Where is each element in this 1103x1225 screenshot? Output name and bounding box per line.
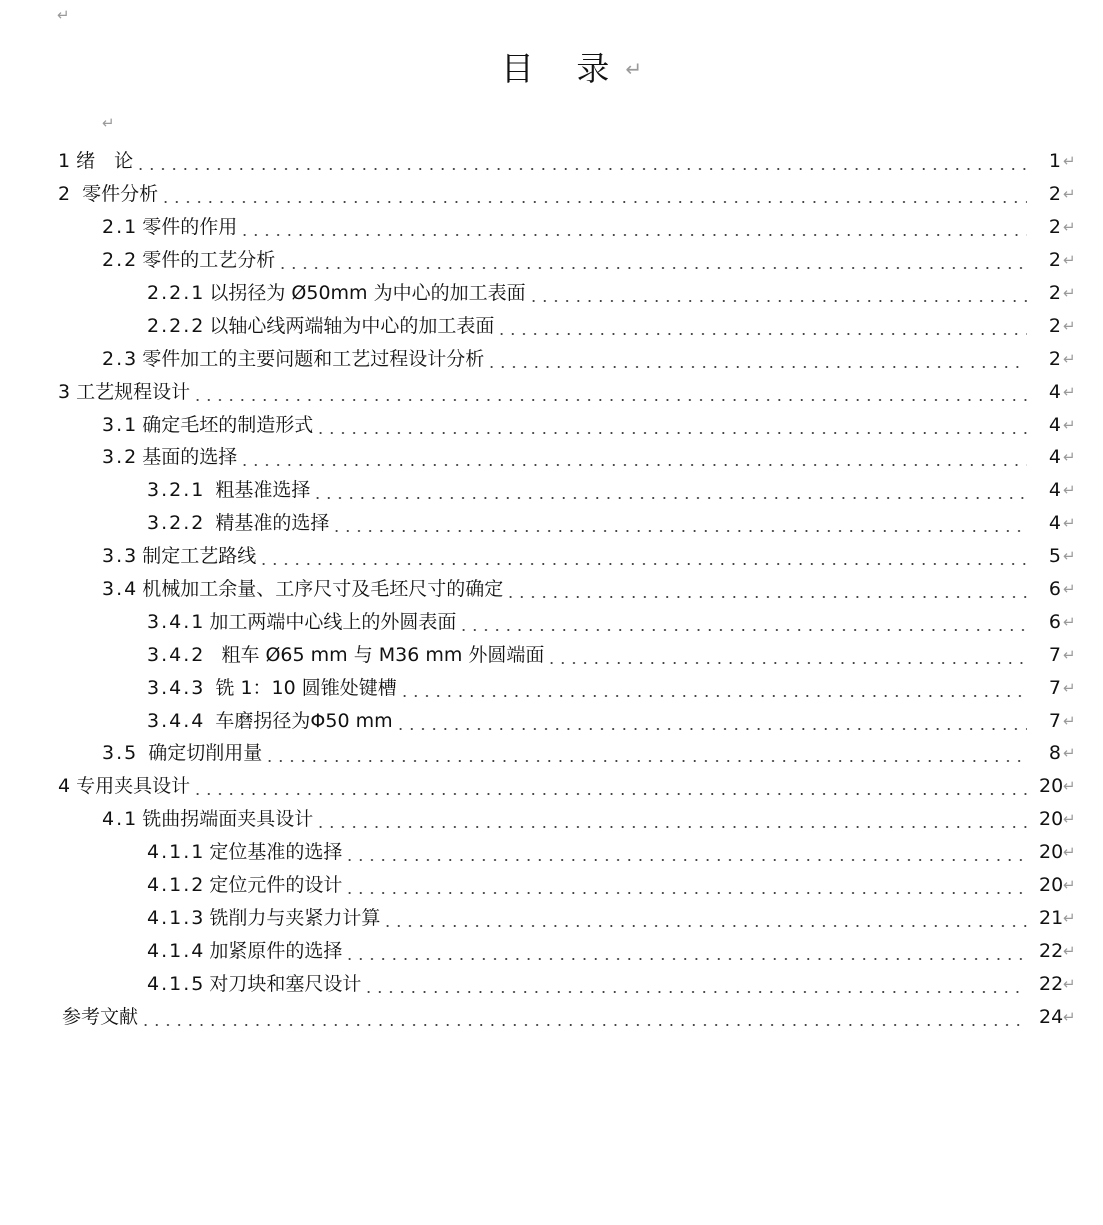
toc-entry-title: 铣 1：10 圆锥处键槽 xyxy=(209,676,397,699)
paragraph-mark-icon: ↵ xyxy=(1063,185,1076,204)
paragraph-mark-icon: ↵ xyxy=(1063,481,1076,500)
dot-leader xyxy=(258,563,1027,565)
paragraph-mark-icon: ↵ xyxy=(1063,580,1076,599)
dot-leader xyxy=(160,201,1027,203)
toc-entry-page-number: 22 xyxy=(1039,972,1064,995)
dot-leader xyxy=(486,366,1027,368)
dot-leader xyxy=(363,991,1027,993)
toc-entry-number: 3.4.3 xyxy=(147,676,206,699)
toc-entry-page-number: 4 xyxy=(1048,512,1061,535)
toc-entry[interactable] xyxy=(0,934,1103,967)
paragraph-mark-icon: ↵ xyxy=(1063,777,1076,796)
toc-entry-page-number: 2 xyxy=(1048,183,1061,206)
toc-title xyxy=(0,46,1103,92)
toc-entry-page-number: 7 xyxy=(1048,709,1061,732)
toc-entry-number: 4.1.2 xyxy=(147,874,206,897)
toc-entry-number: 3.2.2 xyxy=(147,512,206,535)
toc-entry[interactable] xyxy=(0,770,1103,803)
toc-entry-title: 绪 论 xyxy=(76,150,134,173)
paragraph-mark-icon: ↵ xyxy=(1063,349,1076,368)
toc-entry-page-number: 2 xyxy=(1048,314,1061,337)
paragraph-mark-icon: ↵ xyxy=(1063,218,1076,237)
paragraph-mark-icon: ↵ xyxy=(1063,908,1076,927)
toc-entry-title: 确定毛坯的制造形式 xyxy=(142,413,314,436)
dot-leader xyxy=(192,793,1027,795)
toc-entry-title: 零件的工艺分析 xyxy=(142,249,276,272)
toc-entry-title: 零件分析 xyxy=(76,183,159,206)
toc-entry-title: 零件的作用 xyxy=(142,216,238,239)
toc-entry-page-number: 20 xyxy=(1039,874,1064,897)
toc-entry-title: 以轴心线两端轴为中心的加工表面 xyxy=(209,314,495,337)
toc-entry-page-number: 20 xyxy=(1039,808,1064,831)
paragraph-mark-icon: ↵ xyxy=(1063,876,1076,895)
dot-leader xyxy=(344,958,1027,960)
toc-entry-number: 3.4.2 xyxy=(147,643,206,666)
toc-entry[interactable] xyxy=(0,704,1103,737)
toc-entry-title: 对刀块和塞尺设计 xyxy=(209,972,362,995)
toc-entry-title: 以拐径为 Ø50mm 为中心的加工表面 xyxy=(209,282,526,304)
toc-entry-page-number: 6 xyxy=(1048,610,1061,633)
toc-entry-title: 铣曲拐端面夹具设计 xyxy=(142,808,314,831)
toc-entry-title: 参考文献 xyxy=(62,1005,139,1028)
toc-entry[interactable] xyxy=(0,540,1103,573)
toc-entry[interactable] xyxy=(0,967,1103,1000)
dot-leader xyxy=(395,728,1027,730)
toc-entry[interactable] xyxy=(0,342,1103,375)
toc-entry-title: 工艺规程设计 xyxy=(76,380,191,403)
toc-entry-title: 定位元件的设计 xyxy=(209,874,343,897)
dot-leader xyxy=(344,892,1027,894)
toc-entry-number: 2.2 xyxy=(102,249,139,272)
toc-entry-page-number: 21 xyxy=(1039,906,1064,929)
toc-entry-page-number: 5 xyxy=(1048,545,1061,568)
toc-entry[interactable] xyxy=(0,474,1103,507)
toc-entry-number: 4.1.3 xyxy=(147,906,206,929)
toc-entry-title: 基面的选择 xyxy=(142,446,238,469)
toc-entry-page-number: 2 xyxy=(1048,282,1061,304)
toc-entry-page-number: 24 xyxy=(1039,1005,1064,1028)
toc-entry[interactable] xyxy=(0,309,1103,342)
toc-entry-title: 粗基准选择 xyxy=(209,479,311,502)
paragraph-mark-icon: ↵ xyxy=(1063,645,1076,664)
toc-entry[interactable] xyxy=(0,1000,1103,1033)
toc-entry-number: 1 xyxy=(58,150,73,173)
toc-entry-title: 机械加工余量、工序尺寸及毛坯尺寸的确定 xyxy=(142,578,504,601)
toc-entry-title: 车磨拐径为Φ50 mm xyxy=(209,709,393,732)
dot-leader xyxy=(458,629,1027,631)
toc-entry[interactable] xyxy=(0,178,1103,211)
dot-leader xyxy=(528,300,1027,302)
dot-leader xyxy=(315,826,1027,828)
toc-entry-number: 3.1 xyxy=(102,413,139,436)
toc-entry-page-number: 4 xyxy=(1048,479,1061,502)
toc-entry-page-number: 4 xyxy=(1048,413,1061,436)
toc-title-text: 目 录 xyxy=(500,49,626,88)
paragraph-mark-icon: ↵ xyxy=(1063,678,1076,697)
toc-entry-number: 3.4 xyxy=(102,578,139,601)
dot-leader xyxy=(505,596,1027,598)
toc-entry-number: 3.5 xyxy=(102,742,139,765)
paragraph-mark-icon: ↵ xyxy=(1063,974,1076,993)
toc-entry-title: 制定工艺路线 xyxy=(142,545,257,568)
paragraph-mark-icon: ↵ xyxy=(1063,316,1076,335)
dot-leader xyxy=(239,464,1027,466)
dot-leader xyxy=(382,925,1027,927)
toc-entry-number: 3.4.4 xyxy=(147,709,206,732)
paragraph-mark-icon: ↵ xyxy=(1063,514,1076,533)
toc-entry[interactable] xyxy=(0,605,1103,638)
toc-entry[interactable] xyxy=(0,901,1103,934)
paragraph-mark-icon: ↵ xyxy=(1063,711,1076,730)
dot-leader xyxy=(315,432,1027,434)
toc-entry-number: 2.1 xyxy=(102,216,139,239)
paragraph-mark-icon: ↵ xyxy=(1063,941,1076,960)
toc-entry-number: 4.1.1 xyxy=(147,841,206,864)
dot-leader xyxy=(546,662,1027,664)
paragraph-mark-icon: ↵ xyxy=(57,6,70,24)
table-of-contents xyxy=(0,145,1103,1033)
toc-entry-number: 4.1.5 xyxy=(147,972,206,995)
toc-entry-number: 3.4.1 xyxy=(147,610,206,633)
toc-entry[interactable] xyxy=(0,507,1103,540)
toc-entry[interactable] xyxy=(0,803,1103,836)
paragraph-mark-icon: ↵ xyxy=(102,114,115,132)
paragraph-mark-icon: ↵ xyxy=(1063,152,1076,171)
toc-entry[interactable] xyxy=(0,573,1103,606)
toc-entry-number: 2.3 xyxy=(102,347,139,370)
toc-entry-number: 4.1 xyxy=(102,808,139,831)
paragraph-mark-icon: ↵ xyxy=(1063,843,1076,862)
paragraph-mark-icon: ↵ xyxy=(1063,382,1076,401)
paragraph-mark-icon: ↵ xyxy=(1063,612,1076,631)
toc-entry-page-number: 20 xyxy=(1039,841,1064,864)
paragraph-mark-icon: ↵ xyxy=(625,57,643,81)
toc-entry[interactable] xyxy=(0,375,1103,408)
toc-entry-number: 4 xyxy=(58,775,73,798)
toc-entry-page-number: 7 xyxy=(1048,643,1061,666)
toc-entry-page-number: 2 xyxy=(1048,249,1061,272)
paragraph-mark-icon: ↵ xyxy=(1063,415,1076,434)
toc-entry-title: 加工两端中心线上的外圆表面 xyxy=(209,610,457,633)
toc-entry-number: 2.2.1 xyxy=(147,282,206,304)
toc-entry-title: 粗车 Ø65 mm 与 M36 mm 外圆端面 xyxy=(209,643,545,666)
toc-entry[interactable] xyxy=(0,145,1103,178)
dot-leader xyxy=(399,695,1027,697)
paragraph-mark-icon: ↵ xyxy=(1063,744,1076,763)
toc-entry-page-number: 4 xyxy=(1048,446,1061,469)
paragraph-mark-icon: ↵ xyxy=(1063,810,1076,829)
toc-entry-page-number: 2 xyxy=(1048,347,1061,370)
dot-leader xyxy=(312,497,1027,499)
paragraph-mark-icon: ↵ xyxy=(1063,251,1076,270)
toc-entry[interactable] xyxy=(0,277,1103,310)
toc-entry[interactable] xyxy=(0,671,1103,704)
toc-entry[interactable] xyxy=(0,408,1103,441)
paragraph-mark-icon: ↵ xyxy=(1063,284,1076,302)
toc-entry[interactable] xyxy=(0,638,1103,671)
toc-entry-number: 3 xyxy=(58,380,73,403)
toc-entry-page-number: 4 xyxy=(1048,380,1061,403)
dot-leader xyxy=(496,333,1027,335)
toc-entry-number: 3.2.1 xyxy=(147,479,206,502)
dot-leader xyxy=(140,1024,1027,1026)
toc-entry[interactable] xyxy=(0,737,1103,770)
toc-entry-title: 铣削力与夹紧力计算 xyxy=(209,906,381,929)
toc-entry[interactable] xyxy=(0,211,1103,244)
toc-entry-number: 2 xyxy=(58,183,73,206)
toc-entry-title: 定位基准的选择 xyxy=(209,841,343,864)
toc-entry[interactable] xyxy=(0,441,1103,474)
toc-entry-number: 4.1.4 xyxy=(147,939,206,962)
dot-leader xyxy=(135,168,1027,170)
dot-leader xyxy=(264,760,1027,762)
paragraph-mark-icon: ↵ xyxy=(1063,547,1076,566)
toc-entry[interactable] xyxy=(0,836,1103,869)
toc-entry-number: 3.3 xyxy=(102,545,139,568)
toc-entry-page-number: 7 xyxy=(1048,676,1061,699)
toc-entry-title: 精基准的选择 xyxy=(209,512,330,535)
paragraph-mark-icon: ↵ xyxy=(1063,448,1076,467)
dot-leader xyxy=(239,234,1027,236)
paragraph-mark-icon: ↵ xyxy=(1063,1007,1076,1026)
dot-leader xyxy=(277,267,1027,269)
toc-entry-title: 零件加工的主要问题和工艺过程设计分析 xyxy=(142,347,485,370)
toc-entry[interactable] xyxy=(0,869,1103,902)
toc-entry[interactable] xyxy=(0,244,1103,277)
toc-entry-title: 加紧原件的选择 xyxy=(209,939,343,962)
toc-entry-page-number: 22 xyxy=(1039,939,1064,962)
toc-entry-page-number: 20 xyxy=(1039,775,1064,798)
toc-entry-title: 确定切削用量 xyxy=(142,742,263,765)
toc-entry-page-number: 2 xyxy=(1048,216,1061,239)
toc-entry-page-number: 6 xyxy=(1048,578,1061,601)
toc-entry-number: 3.2 xyxy=(102,446,139,469)
toc-entry-title: 专用夹具设计 xyxy=(76,775,191,798)
dot-leader xyxy=(331,530,1027,532)
toc-entry-page-number: 8 xyxy=(1048,742,1061,765)
dot-leader xyxy=(192,399,1027,401)
toc-entry-page-number: 1 xyxy=(1048,150,1061,173)
dot-leader xyxy=(344,859,1027,861)
toc-entry-number: 2.2.2 xyxy=(147,314,206,337)
